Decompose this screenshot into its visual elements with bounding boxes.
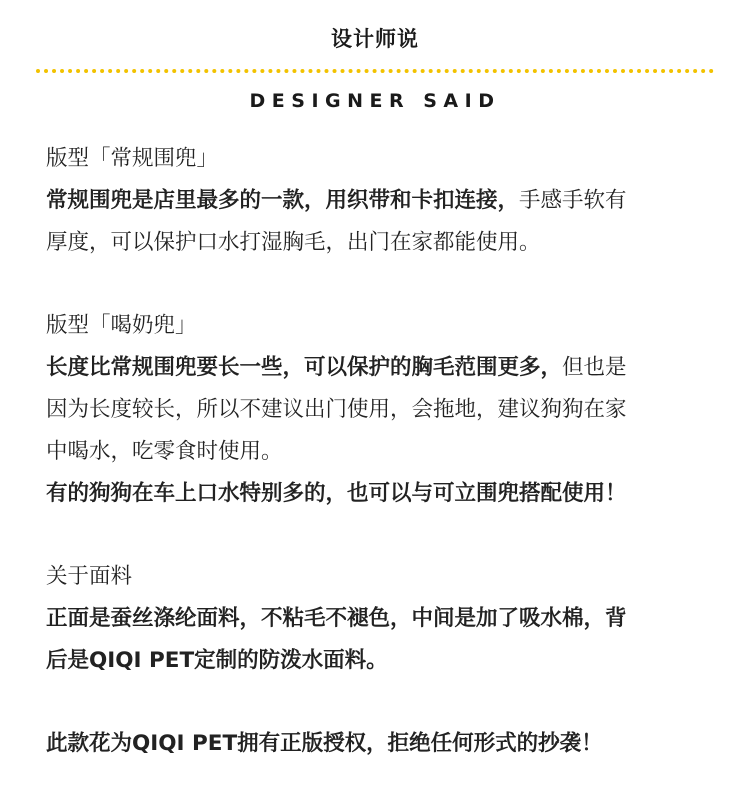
- section-copyright: [46, 723, 712, 765]
- section-heading: 关于面料: [46, 564, 133, 589]
- section-heading: 版型「喝奶兜」: [46, 313, 197, 338]
- text-line: [46, 640, 712, 682]
- bold-text: 常规围兜是店里最多的一款，用织带和卡扣连接，: [46, 188, 520, 213]
- normal-text: 中喝水，吃零食时使用。: [46, 439, 283, 464]
- content-body: [46, 138, 712, 765]
- text-line: [46, 180, 712, 222]
- section-milk-bib: [46, 305, 712, 515]
- text-line: [46, 723, 712, 765]
- dotted-divider: [36, 69, 714, 73]
- text-line: [46, 389, 712, 431]
- section-heading: 版型「常规围兜」: [46, 146, 219, 171]
- normal-text: 但也是: [562, 355, 627, 380]
- bold-text: 此款花为QIQI PET拥有正版授权，拒绝任何形式的抄袭！: [46, 731, 603, 756]
- section-regular-bib: [46, 138, 712, 264]
- text-line: [46, 473, 712, 515]
- bold-text: 长度比常规围兜要长一些，可以保护的胸毛范围更多，: [46, 355, 563, 380]
- page-title: 设计师说: [331, 27, 419, 51]
- normal-text: 手感手软有: [519, 188, 627, 213]
- normal-text: 厚度，可以保护口水打湿胸毛，出门在家都能使用。: [46, 230, 541, 255]
- section-fabric: [46, 556, 712, 682]
- page-subtitle: DESIGNER SAID: [249, 90, 501, 112]
- text-line: [46, 347, 712, 389]
- text-line: [46, 431, 712, 473]
- bold-text: 正面是蚕丝涤纶面料，不粘毛不褪色，中间是加了吸水棉，背: [46, 606, 627, 631]
- text-line: [46, 598, 712, 640]
- text-line: [46, 222, 712, 264]
- bold-text: 后是QIQI PET定制的防泼水面料。: [46, 648, 388, 673]
- bold-text: 有的狗狗在车上口水特别多的，也可以与可立围兜搭配使用！: [46, 481, 627, 506]
- normal-text: 因为长度较长，所以不建议出门使用，会拖地，建议狗狗在家: [46, 397, 627, 422]
